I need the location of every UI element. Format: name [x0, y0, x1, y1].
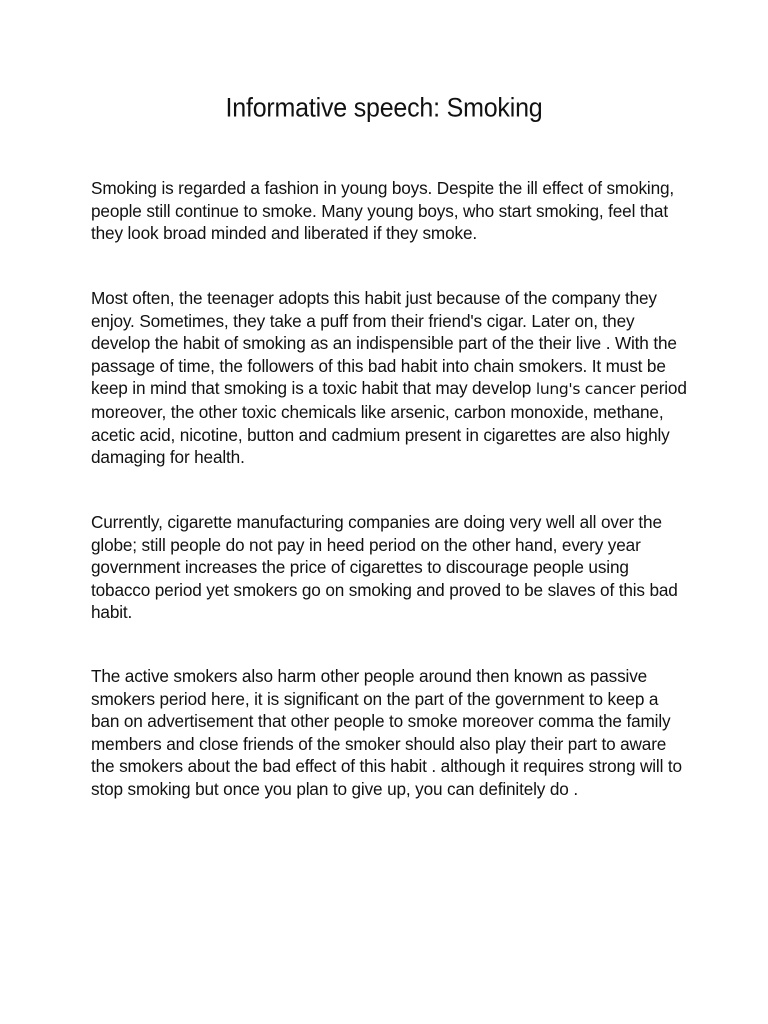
paragraph-3-text: Currently, cigarette manufacturing companies are doing very well all over the globe; still people do not pay in heed period on the other hand, every year government increases the price of cigarettes to discourage people using tobacco period yet smokers go on smoking and proved to be slaves of this bad habit. [91, 512, 678, 623]
paragraph-1 [91, 177, 691, 245]
paragraph-4-text: The active smokers also harm other people around then known as passive smokers period here, it is significant on the part of the government to keep a ban on advertisement that other people to smoke moreover comma the family members and close friends of the smoker should also play their part to aware the smokers about the bad effect of this habit . although it requires strong will to stop smoking but once you plan to give up, you can definitely do . [91, 666, 682, 799]
paragraph-1-text: Smoking is regarded a fashion in young boys. Despite the ill effect of smoking, people still continue to smoke. Many young boys, who start smoking, feel that they look broad minded and liberated if they smoke. [91, 178, 675, 244]
paragraph-2-text-start: Most often, the teenager adopts this habit just because of the company they enjoy. Sometimes, they take a puff from their friend's cigar. Later on, they develop the habit of smoking as an indispensible part of the their live . With the passage of time, the followers of this bad habit into chain smokers. It must be keep in mind that smoking is a toxic habit that may develop [91, 288, 677, 399]
paragraph-4 [91, 665, 691, 801]
paragraph-3 [91, 511, 691, 624]
document-title: Informative speech: Smoking [225, 93, 543, 123]
paragraph-2 [91, 287, 691, 469]
highlighted-term: lung's cancer [535, 380, 636, 399]
paragraph-2-text-end: period moreover, the other toxic chemicals like arsenic, carbon monoxide, methane, acetic acid, nicotine, button and cadmium present in cigarettes are also highly damaging for health. [91, 378, 687, 468]
